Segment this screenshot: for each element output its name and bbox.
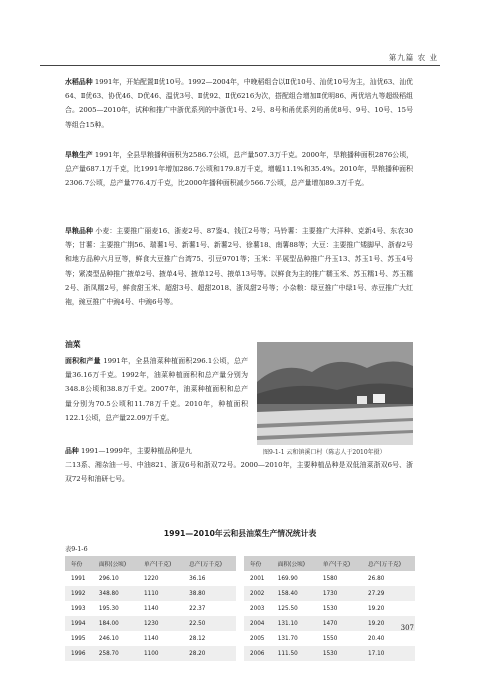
- column-gap: [236, 646, 244, 661]
- paragraph-lead: 旱粮生产: [65, 151, 93, 159]
- paragraph-text: 1991年，开始配置Ⅱ优10号。1992—2004年，中晚稻组合以Ⅱ优10号、汕优10号为主，汕优63、汕优64、Ⅱ优63、协优46、D优46、温优3号、Ⅱ优92、Ⅱ优6216为次，搭配组合增加Ⅱ优明86、两优培九等超级稻组合。2005—2010年，试种和推广中浙优系列的中浙优1号、2号、8号和甬优系列的甬优8号、9号、10号、15号等组合15种。: [65, 78, 413, 129]
- column-gap: [236, 616, 244, 631]
- table-cell: 19.20: [368, 605, 385, 612]
- table-cell: 2002: [249, 590, 265, 597]
- paragraph-rice-variety: [65, 75, 413, 132]
- table-row: [65, 631, 415, 646]
- paragraph-text: 1991年，全县旱粮播种面积为2586.7公顷，总产量507.3万千克。2000年，旱粮播种面积2876公顷，总产量687.1万千克，比1991年增加286.7公顷和179.8万千克，增幅11.1%和35.4%。2010年，旱粮播种面积2306.7公顷，总产量776.4万千克，比2000年播种面积减少566.7公顷，总产量增加89.3万千克。: [65, 151, 414, 188]
- paragraph-lead: 水稻品种: [65, 78, 93, 86]
- table-cell: 1140: [143, 605, 159, 612]
- paragraph-text: 二13系、湘杂油一号、中油821、浙双6号和浙双72号。2000—2010年，主要种植品种是双低油菜浙双6号、浙双72号和油研七号。: [65, 461, 413, 484]
- table-row: [65, 646, 415, 661]
- table-cell: 2001: [249, 575, 265, 582]
- table-cell: 2006: [249, 650, 265, 657]
- table-cell: 1470: [322, 620, 338, 627]
- table-cell: 26.80: [368, 575, 385, 582]
- table-cell: 28.12: [189, 635, 206, 642]
- table-cell: 20.40: [368, 635, 385, 642]
- table-cell: 22.50: [189, 620, 206, 627]
- table-cell: 2005: [249, 635, 265, 642]
- table-cell: 2004: [249, 620, 265, 627]
- table-cell: 28.20: [189, 650, 206, 657]
- column-header: 年份: [249, 562, 262, 568]
- table-cell: 1530: [322, 605, 338, 612]
- paragraph-rapeseed-variety: [65, 444, 248, 458]
- paragraph-rapeseed-variety-continued: [65, 458, 413, 486]
- table-cell: 1991: [71, 575, 86, 582]
- table-cell: 131.10: [277, 620, 298, 627]
- column-header: 年份: [71, 562, 83, 568]
- table-cell: 1996: [71, 650, 86, 657]
- table-cell: 296.10: [98, 575, 119, 582]
- table-cell: 1550: [322, 635, 338, 642]
- table-cell: 169.90: [277, 575, 298, 582]
- table-row: [65, 571, 415, 586]
- table-cell: 1993: [71, 605, 86, 612]
- rapeseed-field-photo: [257, 342, 413, 445]
- paragraph-text: 小麦：主要推广丽麦16、浙麦2号、87鉴4、钱江2号等；马铃薯：主要推广大洋种、克新4号、东农30等；甘薯：主要推广荆56、瑞薯1号、新薯1号、新薯2号、徐薯18、南薯88等；大豆：主要推广矮脚早、浙春2号和地方品种六月豆等，鲜食大豆推广台湾75、引豆9701等；玉米：平展型品种推广丹玉13、苏玉1号、苏玉4号等；紧凑型品种推广掖单2号、掖单4号、掖单12号、掖单13号等。以鲜食为主的推广糯玉米、苏玉糯1号、苏玉糯2号、浙凤糯2号，鲜食甜玉米、超甜3号、超甜2018、浙凤甜2号等；小杂粮：绿豆推广中绿1号、赤豆推广大红袍，豌豆推广中豌4号、中豌6号等。: [65, 227, 414, 307]
- table-cell: 1994: [71, 620, 86, 627]
- table-cell: 38.80: [189, 590, 206, 597]
- paragraph-dryland-variety: [65, 224, 413, 309]
- table-row: [65, 601, 415, 616]
- table-number: 表9-1-6: [65, 546, 88, 553]
- table-cell: 1220: [143, 575, 159, 582]
- table-cell: 22.37: [189, 605, 206, 612]
- column-header: 总产(万千克): [189, 562, 222, 568]
- running-header: [40, 52, 440, 65]
- column-gap: [236, 571, 244, 586]
- table-header-row: [65, 556, 415, 571]
- table-cell: 195.30: [98, 605, 119, 612]
- paragraph-dryland-production: [65, 148, 413, 191]
- column-header: 面积(公顷): [277, 562, 305, 568]
- table-cell: 131.70: [277, 635, 298, 642]
- table-cell: 111.50: [277, 650, 298, 657]
- table-cell: 258.70: [98, 650, 119, 657]
- table-cell: 246.10: [98, 635, 119, 642]
- table-cell: 1110: [143, 590, 159, 597]
- column-header: 面积(公顷): [98, 562, 127, 568]
- chapter-title: 第九篇 农 业: [388, 53, 438, 62]
- paragraph-rapeseed-area: [65, 354, 248, 425]
- table-cell: 184.00: [98, 620, 119, 627]
- column-gap: [236, 601, 244, 616]
- table-cell: 36.16: [189, 575, 206, 582]
- section-heading-rapeseed: 油菜: [65, 340, 81, 349]
- paragraph-text: 1991—1999年，主要种植品种是九: [78, 447, 192, 455]
- table-cell: 27.29: [368, 590, 385, 597]
- paragraph-text: 1991年，全县油菜种植面积296.1公顷，总产量36.16万千克。1992年，油菜种植面积和总产量分别为348.8公顷和38.8万千克。2007年，油菜种植面积和总产量分别为70.5公顷和11.78万千克。2010年，种植面积122.1公顷，总产量22.09万千克。: [65, 357, 249, 422]
- column-header: 单产(千克): [322, 562, 351, 568]
- page-number: 307: [400, 624, 414, 632]
- table-cell: 1995: [71, 635, 86, 642]
- paragraph-lead: 面积和产量: [65, 357, 101, 365]
- rapeseed-production-table: [65, 556, 415, 661]
- table-cell: 1530: [322, 650, 338, 657]
- table-title: 1991—2010年云和县油菜生产情况统计表: [163, 529, 317, 538]
- column-gap: [236, 586, 244, 601]
- table-cell: 1140: [143, 635, 159, 642]
- column-gap: [236, 556, 244, 571]
- table-cell: 158.40: [277, 590, 298, 597]
- table-row: [65, 586, 415, 601]
- photo-caption: 图9-1-1 云和镇溪口村（陈志人于2010年摄）: [263, 449, 386, 456]
- table-cell: 1580: [322, 575, 338, 582]
- table-cell: 1730: [322, 590, 338, 597]
- table-cell: 17.10: [368, 650, 385, 657]
- header-rule: [40, 65, 440, 66]
- table-cell: 348.80: [98, 590, 119, 597]
- table-cell: 1230: [143, 620, 159, 627]
- column-header: 总产(万千克): [368, 562, 401, 568]
- table-cell: 1100: [143, 650, 159, 657]
- table-cell: 19.20: [368, 620, 385, 627]
- table-cell: 1992: [71, 590, 86, 597]
- table-row: [65, 616, 415, 631]
- column-gap: [236, 631, 244, 646]
- table-cell: 2003: [249, 605, 265, 612]
- paragraph-lead: 旱粮品种: [65, 227, 94, 235]
- column-header: 单产(千克): [143, 562, 172, 568]
- photo-illustration: [257, 342, 413, 445]
- table-cell: 125.50: [277, 605, 298, 612]
- paragraph-lead: 品种: [65, 447, 79, 455]
